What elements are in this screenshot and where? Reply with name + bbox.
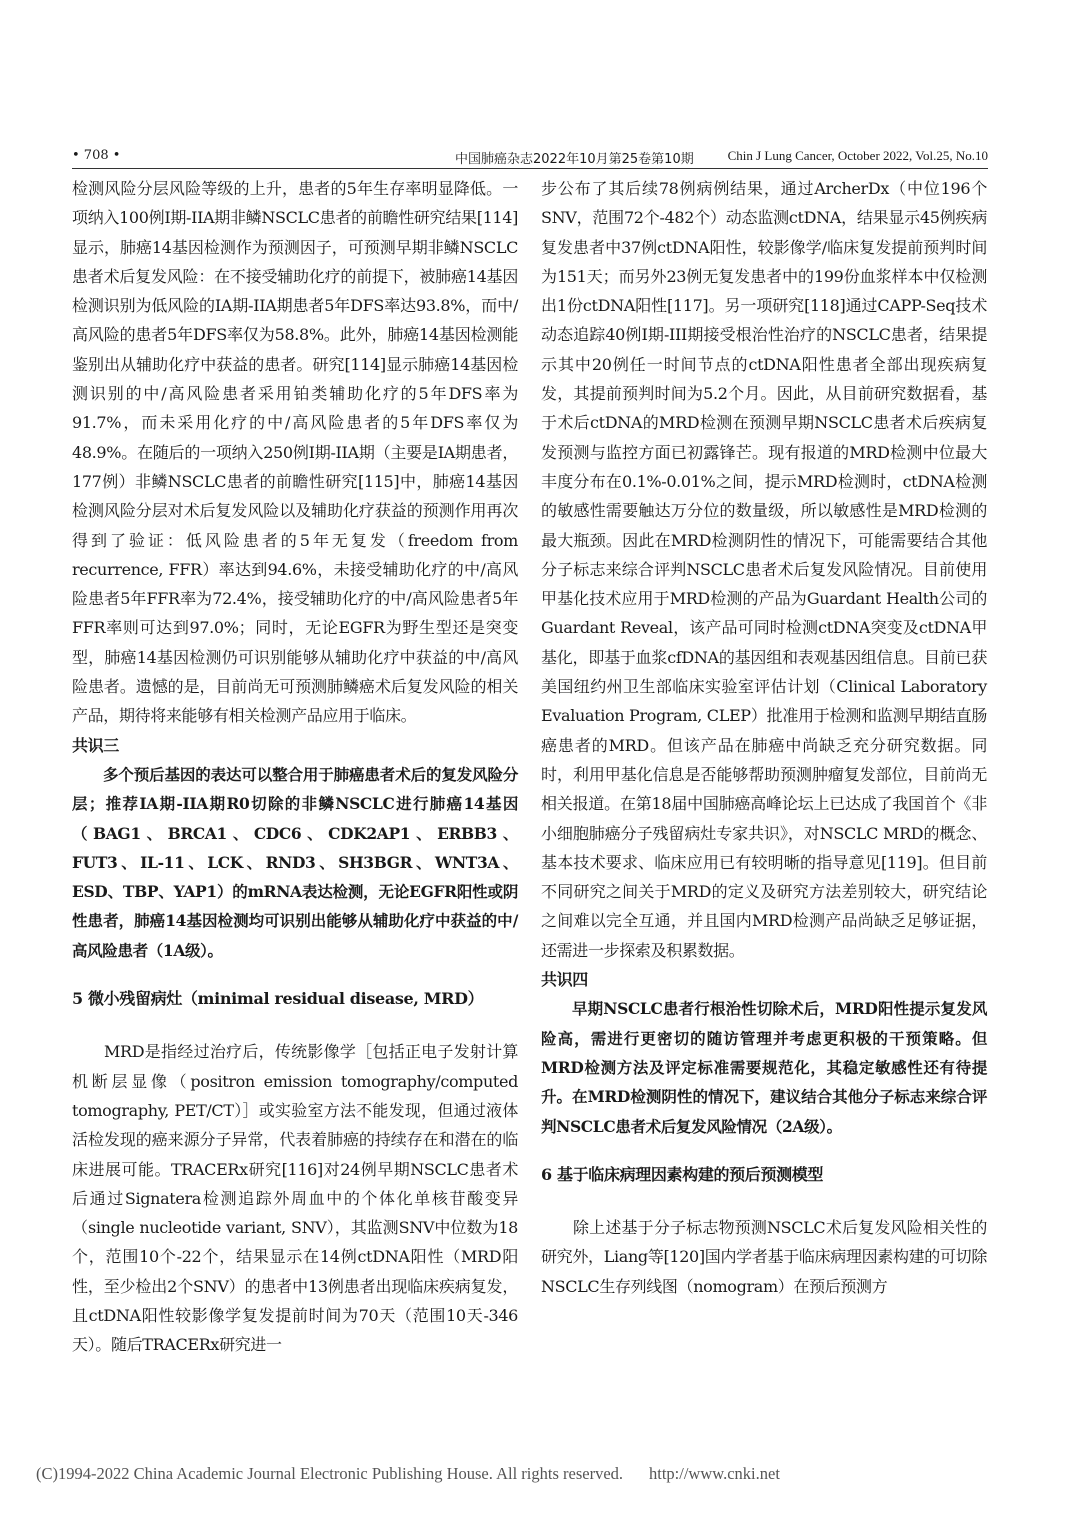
body-paragraph: 除上述基于分子标志物预测NSCLC术后复发风险相关性的研究外，Liang等[120]国内学者基于临床病理因素构建的可切除NSCLC生存列线图（nomogram）在预后预测方 — [541, 1218, 987, 1296]
spacer — [72, 1013, 518, 1037]
right-column — [541, 174, 987, 1301]
consensus-3-text: 多个预后基因的表达可以整合用于肺癌患者术后的复发风险分层；推荐IA期-IIA期R0切除的非鳞NSCLC进行肺癌14基因（BAG1、BRCA1、CDC6、CDK2AP1、ERBB3、FUT3、IL-11、LCK、RND3、SH3BGR、WNT3A、ESD、TBP、YAP1）的mRNA表达检测，无论EGFR阳性或阴性患者，肺癌14基因检测均可识别出能够从辅助化疗中获益的中/高风险患者（1A级）。 — [72, 764, 518, 960]
consensus-3-label: 共识三 — [72, 735, 119, 755]
copyright-notice: (C)1994-2022 China Academic Journal Electronic Publishing House. All rights reserved. — [36, 1464, 624, 1483]
running-header — [72, 148, 988, 169]
body-paragraph: 步公布了其后续78例病例结果，通过ArcherDx（中位196个SNV，范围72个-482个）动态监测ctDNA，结果显示45例疾病复发患者中37例ctDNA阳性，较影像学/临床复发提前预判时间为151天；而另外23例无复发患者中的199份血浆样本中仅检测出1份ctDNA阳性[117]。另一项研究[118]通过CAPP-Seq技术动态追踪40例I期-III期接受根治性治疗的NSCLC患者，结果提示其中20例任一时间节点的ctDNA阳性患者全部出现疾病复发，其提前预判时间为5.2个月。因此，从目前研究数据看，基于术后ctDNA的MRD检测在预测早期NSCLC患者术后疾病复发预测与监控方面已初露锋芒。现有报道的MRD检测中位最大丰度分布在0.1%-0.01%之间，提示MRD检测时，ctDNA检测的敏感性需要触达万分位的数量级，所以敏感性是MRD检测的最大瓶颈。因此在MRD检测阴性的情况下，可能需要结合其他分子标志来综合评判NSCLC患者术后复发风险情况。目前使用甲基化技术应用于MRD检测的产品为Guardant Health公司的Guardant Reveal，该产品可同时检测ctDNA突变及ctDNA甲基化，即基于血浆cfDNA的基因组和表观基因组信息。目前已获美国纽约州卫生部临床实验室评估计划（Clinical Laboratory Evaluation Program, CLEP）批准用于检测和监测早期结直肠癌患者的MRD。但该产品在肺癌中尚缺乏充分研究数据。同时，利用甲基化信息是否能够帮助预测肿瘤复发部位，目前尚无相关报道。在第18届中国肺癌高峰论坛上已达成了我国首个《非小细胞肺癌分子残留病灶专家共识》，对NSCLC MRD的概念、基本技术要求、临床应用已有较明晰的指导意见[119]。但目前不同研究之间关于MRD的定义及研究方法差别较大，研究结论之间难以完全互通，并且国内MRD检测产品尚缺乏足够证据，还需进一步探索及积累数据。 — [541, 179, 987, 960]
left-column — [72, 174, 518, 1360]
footer-url[interactable]: http://www.cnki.net — [649, 1464, 780, 1483]
spacer — [541, 1141, 987, 1160]
spacer — [541, 1189, 987, 1213]
consensus-4-text: 早期NSCLC患者行根治性切除术后，MRD阳性提示复发风险高，需进行更密切的随访管理并考虑更积极的干预策略。但MRD检测方法及评定标准需要规范化，其稳定敏感性还有待提升。在MRD检测阴性的情况下，建议结合其他分子标志来综合评判NSCLC患者术后复发风险情况（2A级）。 — [541, 999, 987, 1136]
body-paragraph: 检测风险分层风险等级的上升，患者的5年生存率明显降低。一项纳入100例I期-IIA期非鳞NSCLC患者的前瞻性研究结果[114]显示，肺癌14基因检测作为预测因子，可预测早期非鳞NSCLC患者术后复发风险：在不接受辅助化疗的前提下，被肺癌14基因检测识别为低风险的IA期-IIA期患者5年DFS率达93.8%，而中/高风险的患者5年DFS率仅为58.8%。此外，肺癌14基因检测能鉴别出从辅助化疗中获益的患者。研究[114]显示肺癌14基因检测识别的中/高风险患者采用铂类辅助化疗的5年DFS率为91.7%，而未采用化疗的中/高风险患者的5年DFS率仅为48.9%。在随后的一项纳入250例I期-IIA期（主要是IA期患者，177例）非鳞NSCLC患者的前瞻性研究[115]中，肺癌14基因检测风险分层对术后复发风险以及辅助化疗获益的预测作用再次得到了验证：低风险患者的5年无复发（freedom from recurrence, FFR）率达到94.6%，未接受辅助化疗的中/高风险患者5年FFR率为72.4%，接受辅助化疗的中/高风险患者5年FFR率则可达到97.0%；同时，无论EGFR为野生型还是突变型，肺癌14基因检测仍可识别能够从辅助化疗中获益的中/高风险患者。遗憾的是，目前尚无可预测肺鳞癌术后复发风险的相关产品，期待将来能够有相关检测产品应用于临床。 — [72, 179, 518, 726]
page-number: • 708 • — [72, 148, 121, 163]
section-6-title: 6 基于临床病理因素构建的预后预测模型 — [541, 1164, 824, 1184]
body-paragraph: MRD是指经过治疗后，传统影像学［包括正电子发射计算机断层显像（positron emission tomography/computed tomography, PET/CT）］或实验室方法不能发现，但通过液体活检发现的癌来源分子异常，代表着肺癌的持续存在和潜在的临床进展可能。TRACERx研究[116]对24例早期NSCLC患者术后通过Signatera检测追踪外周血中的个体化单核苷酸变异（single nucleotide variant, SNV），其监测SNV中位数为18个，范围10个-22个，结果显示在14例ctDNA阳性（MRD阳性，至少检出2个SNV）的患者中13例患者出现临床疾病复发，且ctDNA阳性较影像学复发提前时间为70天（范围10天-346天）。随后TRACERx研究进一 — [72, 1042, 518, 1355]
journal-title-cn: 中国肺癌杂志2022年10月第25卷第10期 — [455, 152, 694, 167]
page-footer — [36, 1464, 780, 1484]
section-5-title: 5 微小残留病灶（minimal residual disease, MRD） — [72, 989, 484, 1009]
consensus-4-label: 共识四 — [541, 970, 588, 990]
spacer — [72, 965, 518, 984]
journal-title-en: Chin J Lung Cancer, October 2022, Vol.25, No.10 — [727, 148, 988, 163]
